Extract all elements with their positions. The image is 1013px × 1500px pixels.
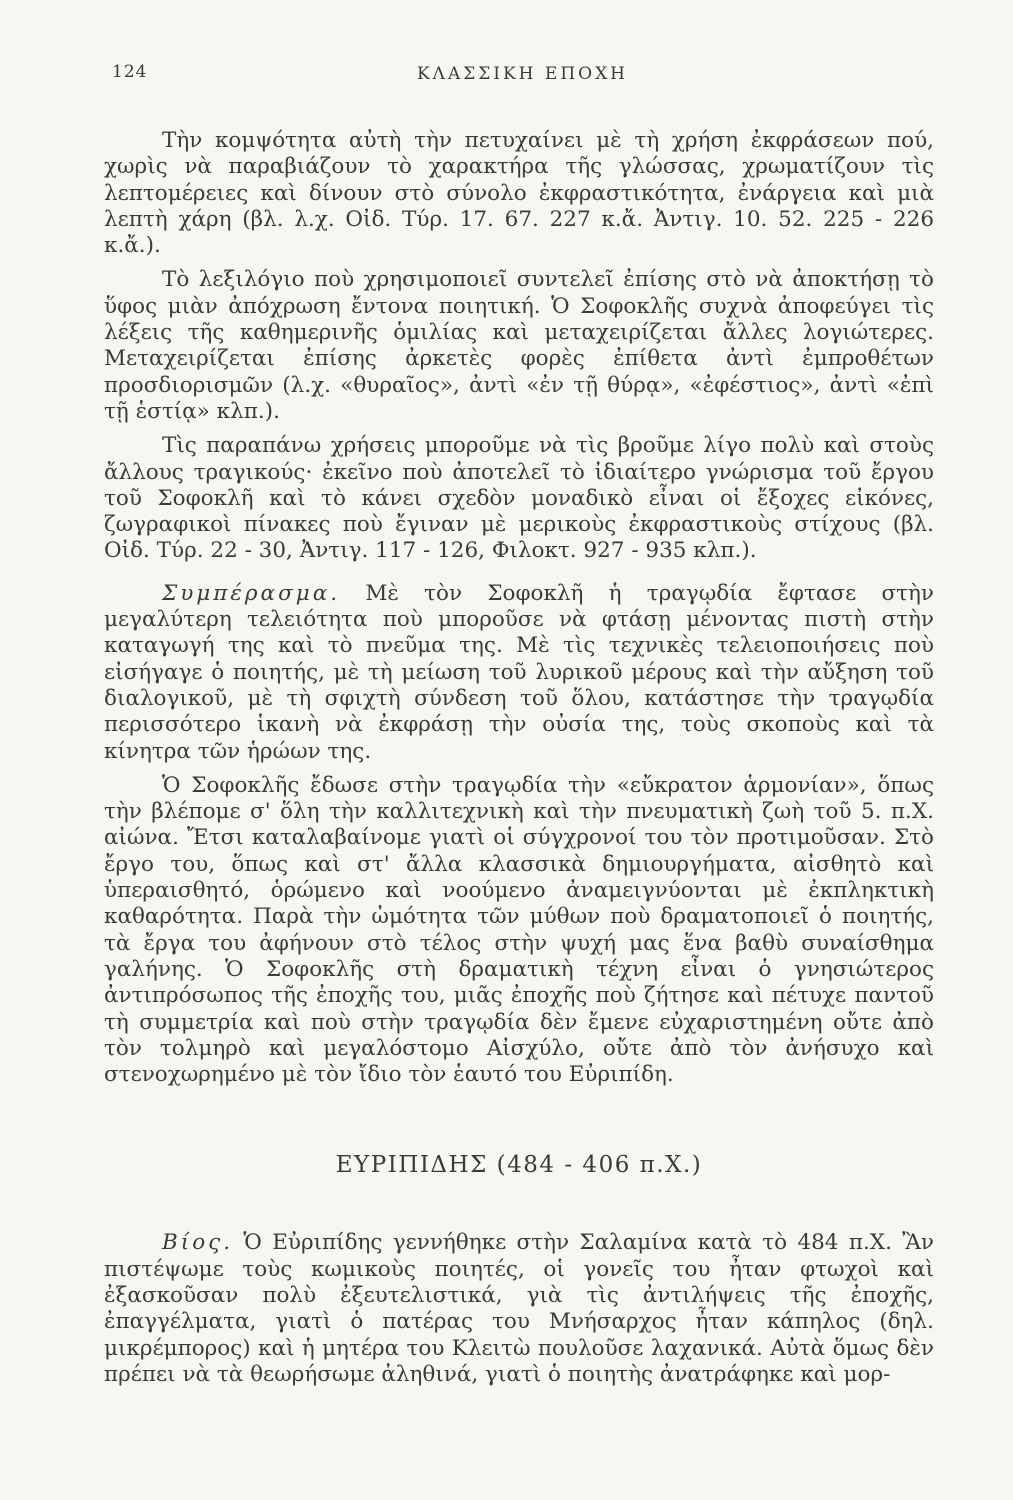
conclusion-text: Μὲ τὸν Σοφοκλῆ ἡ τραγῳδία ἔφτασε στὴν μεγαλύτερη τελειότητα ποὺ μποροῦσε νὰ φτάσῃ μένοντας πιστὴ στὴν καταγωγή της καὶ τὸ πνεῦμα της. Μὲ τὶς τεχνικὲς τελειοποιήσεις ποὺ εἰσήγαγε ὁ ποιητής, μὲ τὴ μείωση τοῦ λυρικοῦ μέρους καὶ τὴν αὔξηση τοῦ διαλογικοῦ, μὲ τὴ σφιχτὴ σύνδεση τοῦ ὅλου, κατάστησε τὴν τραγῳδία περισσότερο ἱκανὴ νὰ ἐκφράσῃ τὴν οὐσία της, τοὺς σκοποὺς καὶ τὰ κίνητρα τῶν ἡρώων της. [104, 580, 934, 764]
running-title: ΚΛΑΣΣΙΚΗ ΕΠΟΧΗ [416, 64, 629, 84]
page-body [104, 128, 934, 1388]
paragraph-vocabulary: Τὸ λεξιλόγιο ποὺ χρησιμοποιεῖ συντελεῖ ἐπίσης στὸ νὰ ἀποκτήσῃ τὸ ὕφος μιὰν ἀπόχρωση ἔντονα ποιητική. Ὁ Σοφοκλῆς συχνὰ ἀποφεύγει τὶς λέξεις τῆς καθημερινῆς ὁμιλίας καὶ μεταχειρίζεται ἄλλες λογιώτερες. Μεταχειρίζεται ἐπίσης ἀρκετὲς φορὲς ἐπίθετα ἀντὶ ἐμπροθέτων προσδιορισμῶν (λ.χ. «θυραῖος», ἀντὶ «ἐν τῇ θύρᾳ», «ἐφέστιος», ἀντὶ «ἐπὶ τῇ ἑστίᾳ» κλπ.). [104, 267, 934, 424]
paragraph-imagery: Τὶς παραπάνω χρήσεις μποροῦμε νὰ τὶς βροῦμε λίγο πολὺ καὶ στοὺς ἄλλους τραγικούς· ἐκεῖνο ποὺ ἀποτελεῖ τὸ ἰδιαίτερο γνώρισμα τοῦ ἔργου τοῦ Σοφοκλῆ καὶ τὸ κάνει σχεδὸν μοναδικὸ εἶναι οἱ ἔξοχες εἰκόνες, ζωγραφικοὶ πίνακες ποὺ ἔγιναν μὲ μερικοὺς ἐκφραστικοὺς στίχους (βλ. Οἰδ. Τύρ. 22 - 30, Ἀντιγ. 117 - 126, Φιλοκτ. 927 - 935 κλπ.). [104, 433, 934, 564]
page-header [112, 62, 933, 92]
biography-label: Βίος. [162, 1230, 234, 1256]
biography-text: Ὁ Εὐριπίδης γεννήθηκε στὴν Σαλαμίνα κατὰ τὸ 484 π.Χ. Ἂν πιστέψωμε τοὺς κωμικοὺς ποιητές, οἱ γονεῖς του ἦταν φτωχοὶ καὶ ἐξασκοῦσαν πολὺ ἐξευτελιστικά, γιὰ τὶς ἀντιλήψεις τῆς ἐποχῆς, ἐπαγγέλματα, γιατὶ ὁ πατέρας του Μνήσαρχος ἦταν κάπηλος (δηλ. μικρέμπορος) καὶ ἡ μητέρα του Κλειτὼ πουλοῦσε λαχανικά. Αὐτὰ ὅμως δὲν πρέπει νὰ τὰ θεωρήσωμε ἀληθινά, γιατὶ ὁ ποιητὴς ἀνατράφηκε καὶ μορ- [104, 1230, 934, 1387]
page-number: 124 [112, 62, 148, 82]
conclusion-label: Συμπέρασμα. [162, 580, 341, 606]
section-heading-euripides: ΕΥΡΙΠΙΔΗΣ (484 - 406 π.Χ.) [335, 1152, 703, 1179]
paragraph-style-elegance: Τὴν κομψότητα αὐτὴ τὴν πετυχαίνει μὲ τὴ χρήση ἐκφράσεων πού, χωρὶς νὰ παραβιάζουν τὸ χαρακτήρα τῆς γλώσσας, χρωματίζουν τὶς λεπτομέρειες καὶ δίνουν στὸ σύνολο ἐκφραστικότητα, ἐνάργεια καὶ μιὰ λεπτὴ χάρη (βλ. λ.χ. Οἰδ. Τύρ. 17. 67. 227 κ.ἄ. Ἀντιγ. 10. 52. 225 - 226 κ.ἄ.). [104, 128, 934, 259]
paragraph-conclusion [104, 581, 934, 765]
paragraph-biography [104, 1230, 934, 1388]
paragraph-harmony: Ὁ Σοφοκλῆς ἔδωσε στὴν τραγῳδία τὴν «εὔκρατον ἁρμονίαν», ὅπως τὴν βλέπομε σ' ὅλη τὴν καλλιτεχνικὴ καὶ τὴν πνευματικὴ ζωὴ τοῦ 5. π.Χ. αἰώνα. Ἔτσι καταλαβαίνομε γιατὶ οἱ σύγχρονοί του τὸν προτιμοῦσαν. Στὸ ἔργο του, ὅπως καὶ στ' ἄλλα κλασσικὰ δημιουργήματα, αἰσθητὸ καὶ ὑπεραισθητό, ὁρώμενο καὶ νοούμενο ἀναμειγνύονται μὲ ἐκπληκτικὴ καθαρότητα. Παρὰ τὴν ὠμότητα τῶν μύθων ποὺ δραματοποιεῖ ὁ ποιητής, τὰ ἔργα του ἀφήνουν στὸ τέλος στὴν ψυχή μας ἕνα βαθὺ συναίσθημα γαλήνης. Ὁ Σοφοκλῆς στὴ δραματικὴ τέχνη εἶναι ὁ γνησιώτερος ἀντιπρόσωπος τῆς ἐποχῆς του, μιᾶς ἐποχῆς ποὺ ζήτησε καὶ πέτυχε παντοῦ τὴ συμμετρία καὶ ποὺ στὴν τραγῳδία δὲν ἔμενε εὐχαριστημένη οὔτε ἀπὸ τὸν τολμηρὸ καὶ μεγαλόστομο Αἰσχύλο, οὔτε ἀπὸ τὸν ἀνήσυχο καὶ στενοχωρημένο μὲ τὸν ἴδιο τὸν ἑαυτό του Εὐριπίδη. [104, 772, 934, 1088]
